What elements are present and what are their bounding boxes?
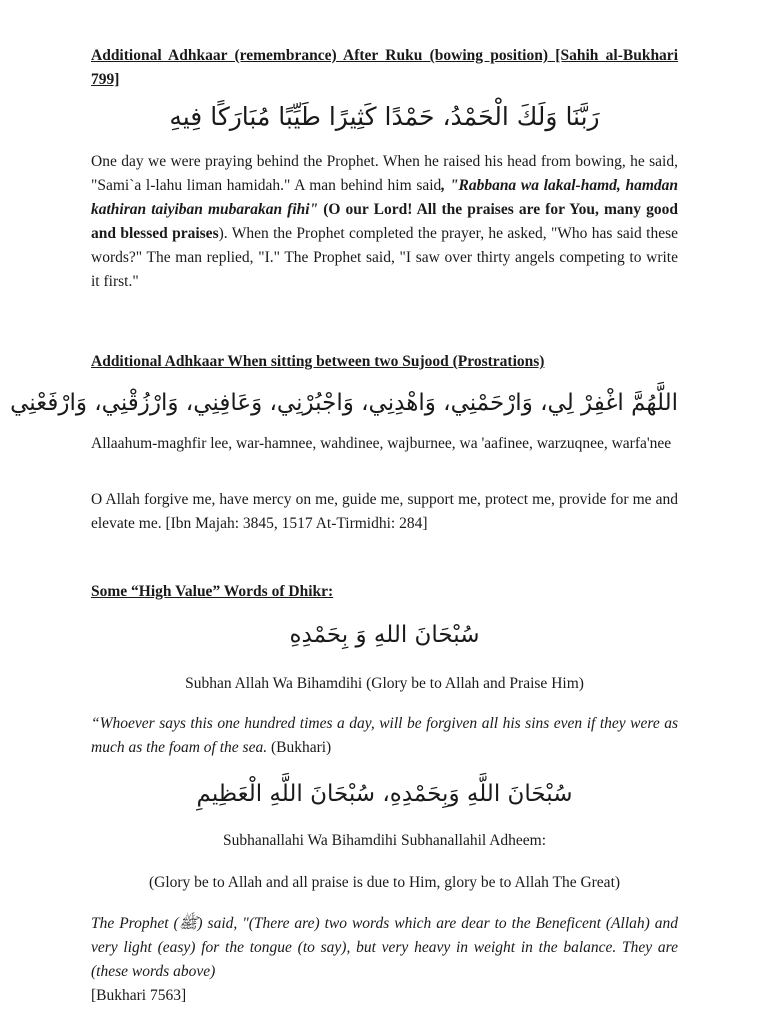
dhikr-2-transliteration: Subhanallahi Wa Bihamdihi Subhanallahil Adheem: <box>222 832 547 849</box>
section-heading-sujood: Additional Adhkaar When sitting between two Sujood (Prostrations) <box>91 353 545 370</box>
transliteration-highlight: , "Rabbana wa lakal-hamd, hamdan kathiran taiyiban mubarakan fihi" <box>91 177 678 218</box>
quote-reference: (Bukhari) <box>267 739 332 756</box>
arabic-dhikr-2: سُبْحَانَ اللَّهِ وَبِحَمْدِهِ، سُبْحَانَ اللَّهِ الْعَظِيمِ <box>196 781 573 807</box>
hadith-quote-2 <box>91 912 678 1008</box>
quote-text: The Prophet (ﷺ) said, "(There are) two words which are dear to the Beneficent (Allah) and very light (easy) for the tongue (to say), but very heavy in weight in the balance. They are (these words above) <box>91 915 678 980</box>
dhikr-1-translation: Subhan Allah Wa Bihamdihi (Glory be to Allah and Praise Him) <box>185 675 584 692</box>
arabic-dua-sujood: اللَّهُمَّ اغْفِرْ لِي، وَارْحَمْنِي، وَاهْدِنِي، وَاجْبُرْنِي، وَعَافِنِي، وَارْزُقْنِي، وَارْفَعْنِي <box>10 390 678 416</box>
paragraph-text: One day we were praying behind the Prophet. When he raised his head from bowing, he said, "Sami`a l-lahu liman hamidah." A man behind him said <box>91 153 678 194</box>
dhikr-2-translation: (Glory be to Allah and all praise is due to Him, glory be to Allah The Great) <box>148 874 621 891</box>
quote-reference: [Bukhari 7563] <box>91 987 187 1004</box>
translation-sujood: O Allah forgive me, have mercy on me, guide me, support me, protect me, provide for me and elevate me. [Ibn Majah: 3845, 1517 At-Tirmidhi: 284] <box>91 491 678 532</box>
hadith-quote-1 <box>91 712 678 760</box>
section-heading-dhikr: Some “High Value” Words of Dhikr: <box>91 583 334 600</box>
section-heading-ruku: Additional Adhkaar (remembrance) After Ruku (bowing position) [Sahih al-Bukhari 799] <box>91 47 678 88</box>
transliteration-sujood: Allaahum-maghfir lee, war-hamnee, wahdinee, wajburnee, wa 'aafinee, warzuqnee, warfa'nee <box>91 435 672 452</box>
hadith-paragraph-ruku <box>91 150 678 294</box>
translation-highlight: (O our Lord! All the praises are for You, many good and blessed praises <box>91 201 678 242</box>
quote-text: “Whoever says this one hundred times a day, will be forgiven all his sins even if they were as much as the foam of the sea. <box>91 715 678 756</box>
paragraph-text: ). When the Prophet completed the prayer, he asked, "Who has said these words?" The man replied, "I." The Prophet said, "I saw over thirty angels competing to write it first." <box>91 225 678 290</box>
arabic-dua-ruku: رَبَّنَا وَلَكَ الْحَمْدُ، حَمْدًا كَثِيرًا طَيِّبًا مُبَارَكًا فِيهِ <box>169 102 600 131</box>
arabic-dhikr-1: سُبْحَانَ اللهِ وَ بِحَمْدِهِ <box>289 622 480 648</box>
